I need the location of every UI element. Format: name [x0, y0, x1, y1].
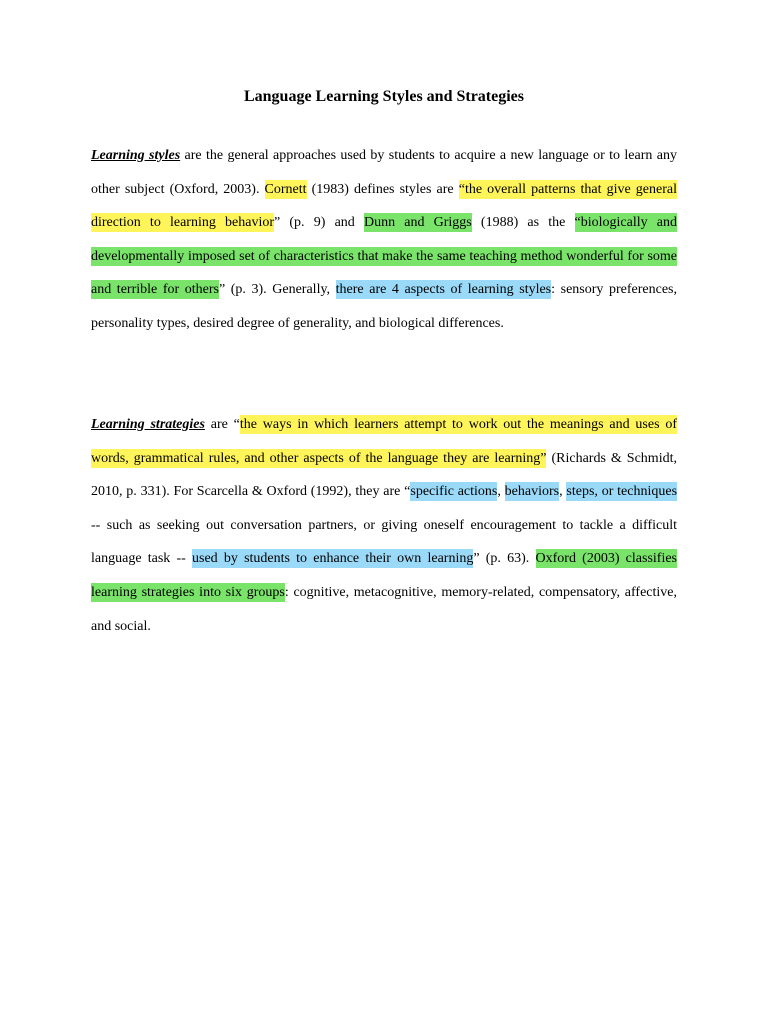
text-segment: : cognitive, metacognitive, memory-related, compensatory, affective, and social.: [91, 584, 677, 634]
document-title: Language Learning Styles and Strategies: [243, 88, 524, 105]
highlight-four-aspects: there are 4 aspects of learning styles: [335, 282, 552, 298]
text-segment: ” (p. 63).: [473, 551, 536, 567]
highlight-cornett: Cornett: [264, 181, 307, 197]
text-segment: ” (p. 3). Generally,: [218, 282, 336, 298]
text-segment: -- such as seeking out conversation partners, or giving oneself encouragement to tackle a difficult language task --: [91, 517, 677, 567]
highlight-specific-actions: specific actions: [410, 484, 498, 500]
highlight-dunn-and-griggs: Dunn and Griggs: [363, 215, 472, 231]
text-segment: (1988) as the: [471, 215, 575, 231]
highlight-quote-overall-patterns: “the overall patterns that give general direction to learning behavior: [91, 181, 678, 231]
paragraph-learning-styles: [91, 139, 677, 341]
text-segment: ,: [559, 484, 567, 500]
highlight-oxford-six-groups: Oxford (2003) classifies learning strategies into six groups: [91, 551, 677, 600]
text-segment: (1983) defines styles are: [306, 181, 459, 197]
text-segment: (Richards & Schmidt, 2010, p. 331). For Scarcella & Oxford (1992), they are “: [91, 450, 677, 500]
text-segment: ,: [497, 484, 505, 500]
highlight-quote-biologically: “biologically and developmentally imposed set of characteristics that make the same teaching method wonderful for some and terrible for others: [91, 215, 677, 298]
highlight-used-by-students: used by students to enhance their own learning: [192, 551, 474, 567]
highlight-quote-ways-learners: the ways in which learners attempt to work out the meanings and uses of words, grammatical rules, and other aspects of the language they are learning”: [91, 417, 677, 466]
text-segment: ” (p. 9) and: [274, 215, 364, 231]
paragraph-learning-strategies: [91, 408, 677, 643]
term-learning-strategies: Learning strategies: [91, 417, 205, 432]
term-learning-styles: Learning styles: [91, 148, 181, 163]
text-segment: are “: [204, 417, 240, 432]
highlight-steps-techniques: steps, or techniques: [566, 484, 678, 500]
text-segment: are the general approaches used by students to acquire a new language or to learn any other subject (Oxford, 2003).: [91, 148, 677, 197]
text-segment: : sensory preferences, personality types, desired degree of generality, and biological differences.: [91, 282, 677, 331]
highlight-behaviors: behaviors: [504, 484, 560, 500]
